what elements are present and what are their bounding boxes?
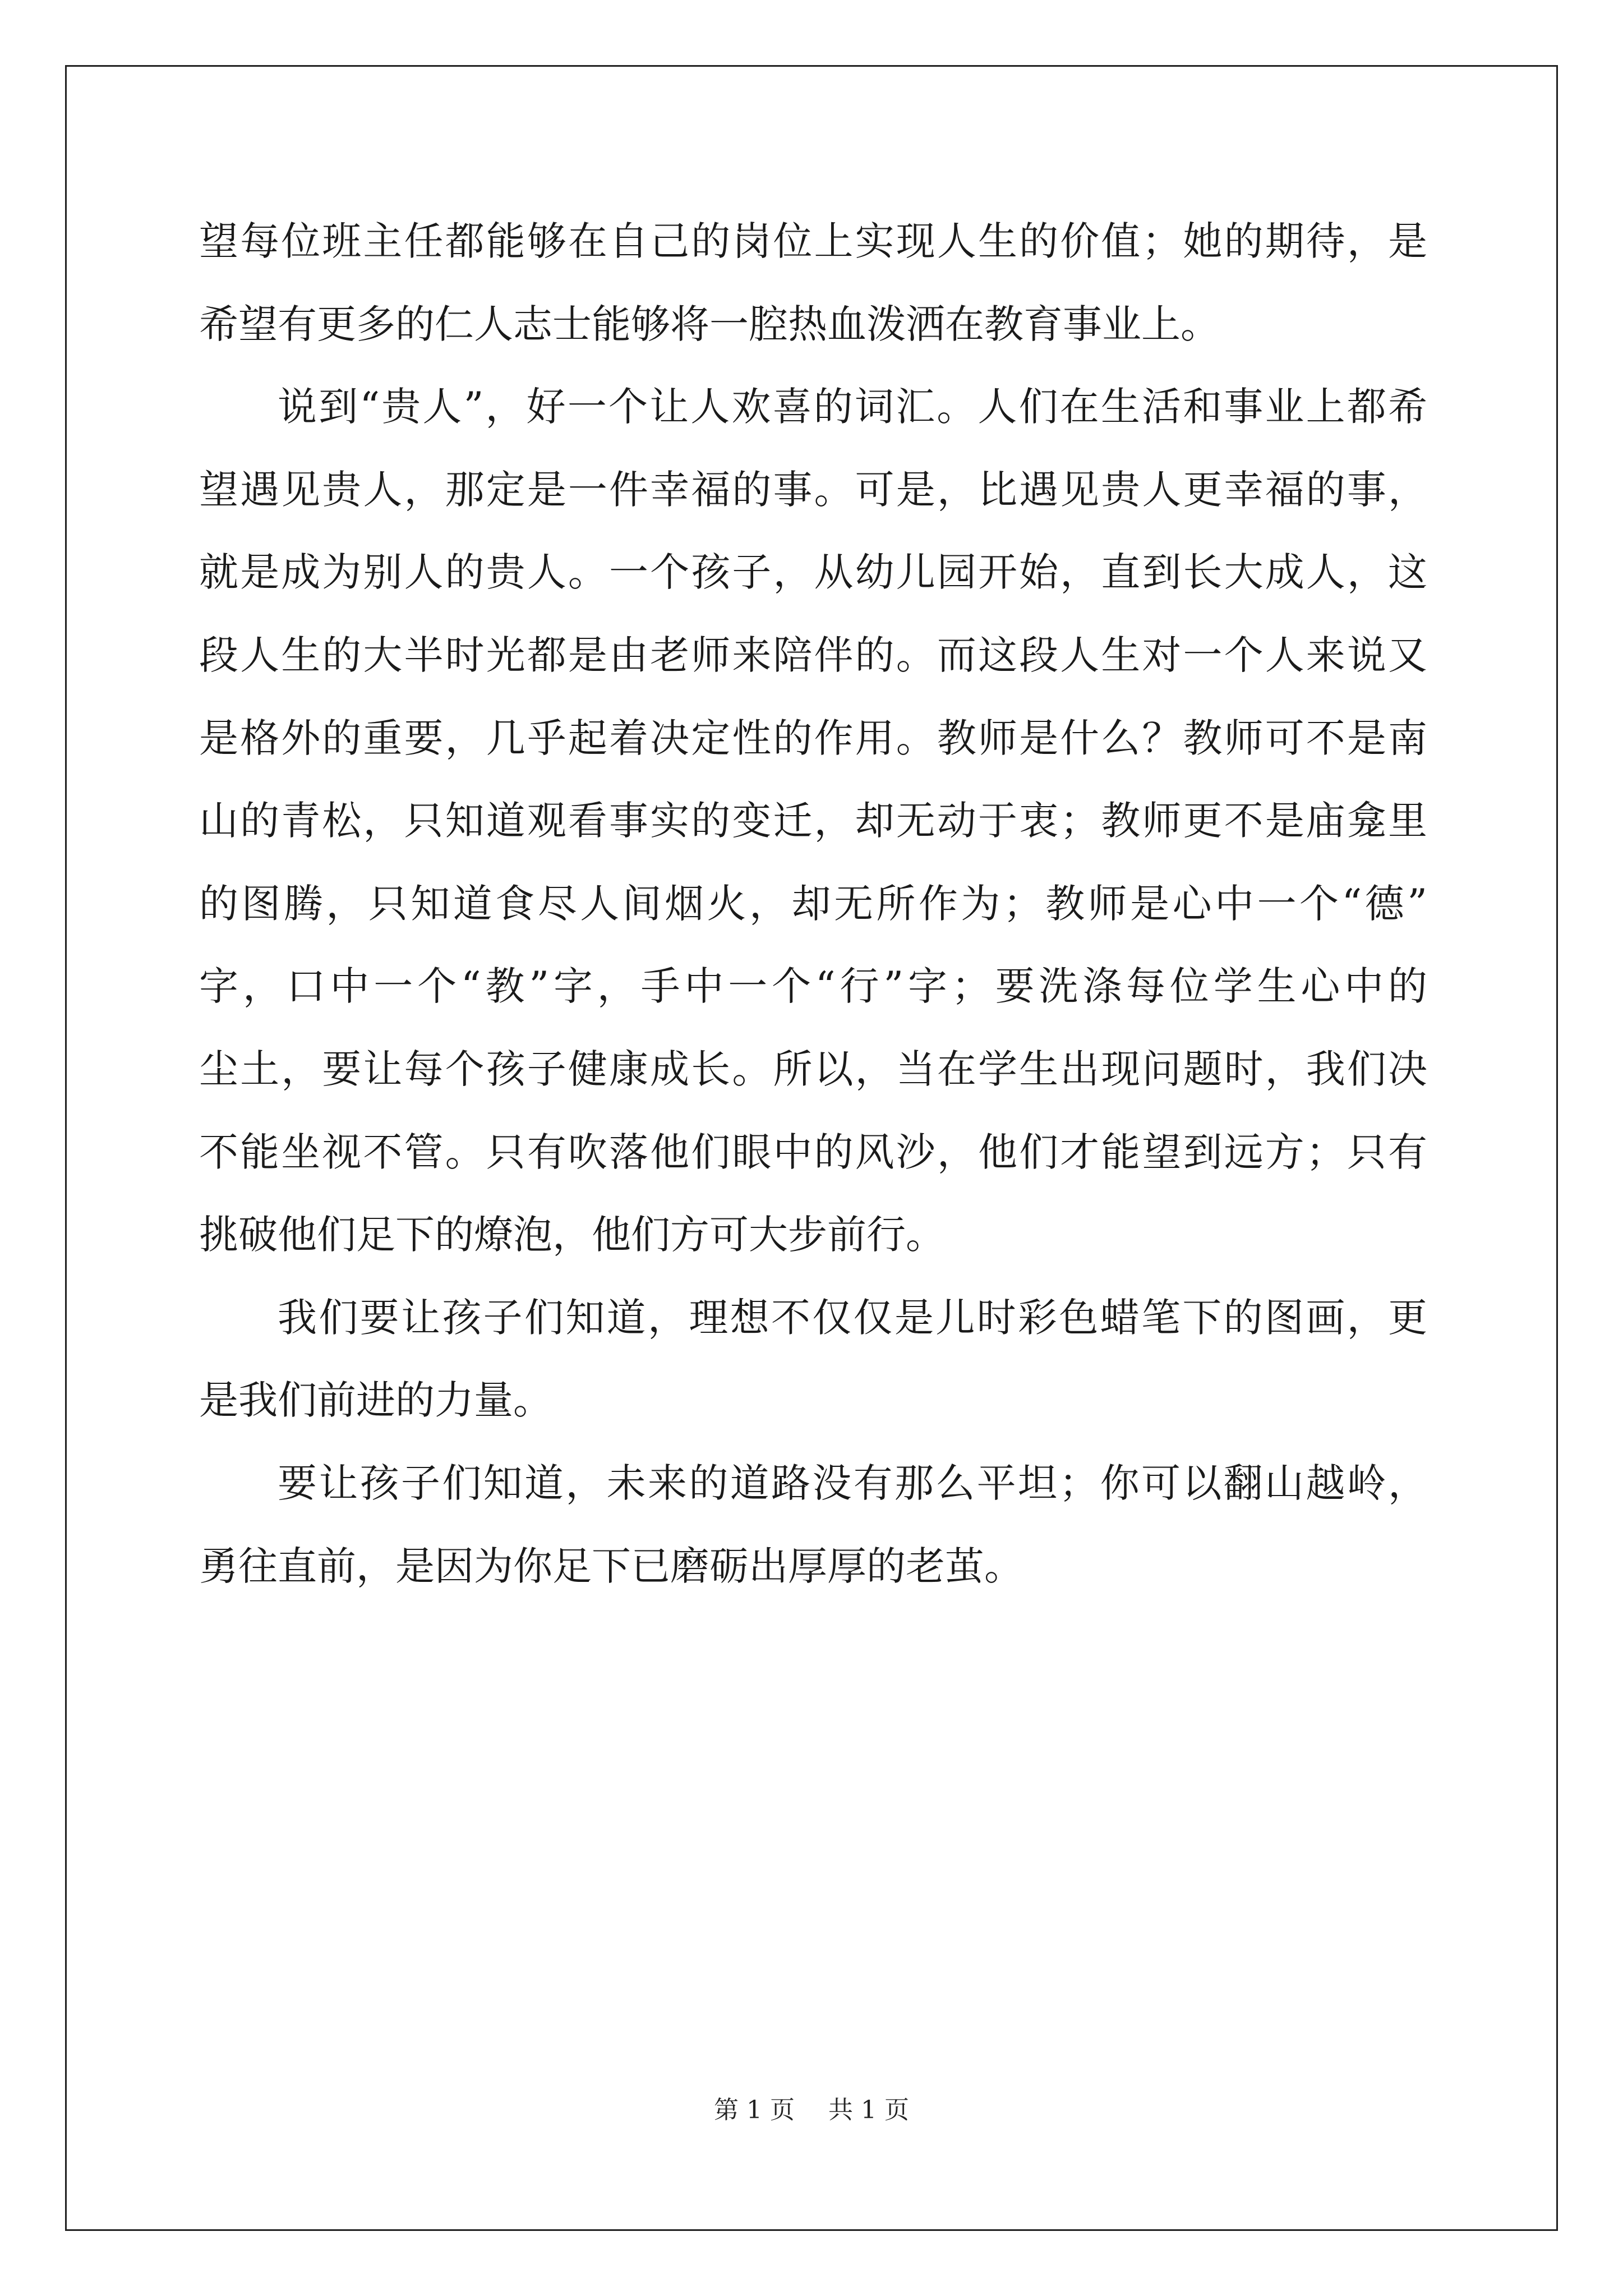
text-line: 就是成为别人的贵人。一个孩子，从幼儿园开始，直到长大成人，这 <box>199 549 1427 596</box>
page-number: 第 1 页 <box>714 2096 795 2124</box>
text-line: 我们要让孩子们知道，理想不仅仅是儿时彩色蜡笔下的图画，更 <box>278 1294 1427 1341</box>
text-line: 是格外的重要，几乎起着决定性的作用。教师是什么？教师可不是南 <box>199 715 1427 761</box>
text-line: 不能坐视不管。只有吹落他们眼中的风沙，他们才能望到远方；只有 <box>199 1129 1427 1175</box>
text-line: 段人生的大半时光都是由老师来陪伴的。而这段人生对一个人来说又 <box>199 632 1427 678</box>
text-line: 勇往直前，是因为你足下已磨砺出厚厚的老茧。 <box>199 1543 1023 1589</box>
text-line: 望每位班主任都能够在自己的岗位上实现人生的价值；她的期待，是 <box>199 218 1427 264</box>
text-line: 字，口中一个“教”字，手中一个“行”字；要洗涤每位学生心中的 <box>199 963 1427 1010</box>
document-body <box>199 219 1427 1626</box>
text-line: 说到“贵人”，好一个让人欢喜的词汇。人们在生活和事业上都希 <box>278 384 1427 430</box>
text-line: 希望有更多的仁人志士能够将一腔热血泼洒在教育事业上。 <box>199 301 1220 347</box>
page-total: 共 1 页 <box>828 2096 909 2124</box>
text-line: 是我们前进的力量。 <box>199 1377 552 1424</box>
text-line: 的图腾，只知道食尽人间烟火，却无所作为；教师是心中一个“德” <box>199 880 1427 927</box>
text-line: 山的青松，只知道观看事实的变迁，却无动于衷；教师更不是庙龛里 <box>199 798 1427 844</box>
text-line: 挑破他们足下的燎泡，他们方可大步前行。 <box>199 1212 945 1258</box>
text-line: 尘土，要让每个孩子健康成长。所以，当在学生出现问题时，我们决 <box>199 1046 1427 1092</box>
page-footer <box>0 2095 1623 2126</box>
text-line: 要让孩子们知道，未来的道路没有那么平坦；你可以翻山越岭， <box>278 1460 1427 1506</box>
text-line: 望遇见贵人，那定是一件幸福的事。可是，比遇见贵人更幸福的事， <box>199 466 1427 513</box>
